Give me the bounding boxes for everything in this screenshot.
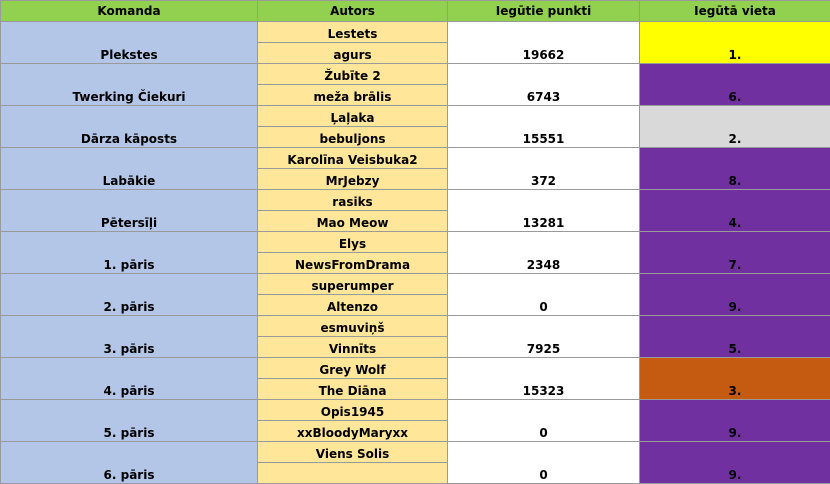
author-cell: agurs (258, 43, 448, 64)
team-name-cell: 1. pāris (1, 232, 258, 274)
place-cell: 6. (640, 64, 830, 106)
header-points: Iegūtie punkti (448, 1, 640, 22)
place-cell: 8. (640, 148, 830, 190)
author-cell: esmuviņš (258, 316, 448, 337)
author-cell: Opis1945 (258, 400, 448, 421)
table-row (1, 274, 830, 295)
header-team: Komanda (1, 1, 258, 22)
author-cell: Elys (258, 232, 448, 253)
team-name-cell: 4. pāris (1, 358, 258, 400)
place-cell: 9. (640, 442, 830, 484)
points-cell: 6743 (448, 64, 640, 106)
place-cell: 7. (640, 232, 830, 274)
table-row (1, 22, 830, 43)
team-name-cell: 3. pāris (1, 316, 258, 358)
team-name-cell: Dārza kāposts (1, 106, 258, 148)
points-cell: 0 (448, 400, 640, 442)
author-cell: Ļaļaka (258, 106, 448, 127)
points-cell: 372 (448, 148, 640, 190)
author-cell (258, 463, 448, 484)
place-cell: 1. (640, 22, 830, 64)
place-cell: 3. (640, 358, 830, 400)
header-author: Autors (258, 1, 448, 22)
table-row (1, 400, 830, 421)
points-cell: 2348 (448, 232, 640, 274)
author-cell: rasiks (258, 190, 448, 211)
team-name-cell: Plekstes (1, 22, 258, 64)
team-name-cell: 5. pāris (1, 400, 258, 442)
table-body (1, 22, 830, 484)
author-cell: NewsFromDrama (258, 253, 448, 274)
author-cell: Altenzo (258, 295, 448, 316)
points-cell: 19662 (448, 22, 640, 64)
team-name-cell: Pētersīļi (1, 190, 258, 232)
author-cell: Grey Wolf (258, 358, 448, 379)
table-row (1, 64, 830, 85)
author-cell: meža brālis (258, 85, 448, 106)
author-cell: Mao Meow (258, 211, 448, 232)
table-row (1, 106, 830, 127)
team-name-cell: Labākie (1, 148, 258, 190)
author-cell: Karolīna Veisbuka2 (258, 148, 448, 169)
header-place: Iegūtā vieta (640, 1, 830, 22)
table-row (1, 316, 830, 337)
table-row (1, 358, 830, 379)
author-cell: Viens Solis (258, 442, 448, 463)
place-cell: 5. (640, 316, 830, 358)
place-cell: 2. (640, 106, 830, 148)
author-cell: The Diāna (258, 379, 448, 400)
points-cell: 15323 (448, 358, 640, 400)
points-cell: 0 (448, 274, 640, 316)
table-row (1, 148, 830, 169)
header-row (1, 1, 830, 22)
author-cell: Žubīte 2 (258, 64, 448, 85)
author-cell: superumper (258, 274, 448, 295)
place-cell: 9. (640, 274, 830, 316)
place-cell: 4. (640, 190, 830, 232)
points-cell: 15551 (448, 106, 640, 148)
author-cell: Vinnīts (258, 337, 448, 358)
points-cell: 13281 (448, 190, 640, 232)
author-cell: xxBloodyMaryxx (258, 421, 448, 442)
team-name-cell: 6. pāris (1, 442, 258, 484)
author-cell: MrJebzy (258, 169, 448, 190)
place-cell: 9. (640, 400, 830, 442)
team-name-cell: 2. pāris (1, 274, 258, 316)
points-cell: 7925 (448, 316, 640, 358)
author-cell: bebuljons (258, 127, 448, 148)
table-row (1, 190, 830, 211)
team-name-cell: Twerking Čiekuri (1, 64, 258, 106)
table-row (1, 232, 830, 253)
points-cell: 0 (448, 442, 640, 484)
table-row (1, 442, 830, 463)
author-cell: Lestets (258, 22, 448, 43)
